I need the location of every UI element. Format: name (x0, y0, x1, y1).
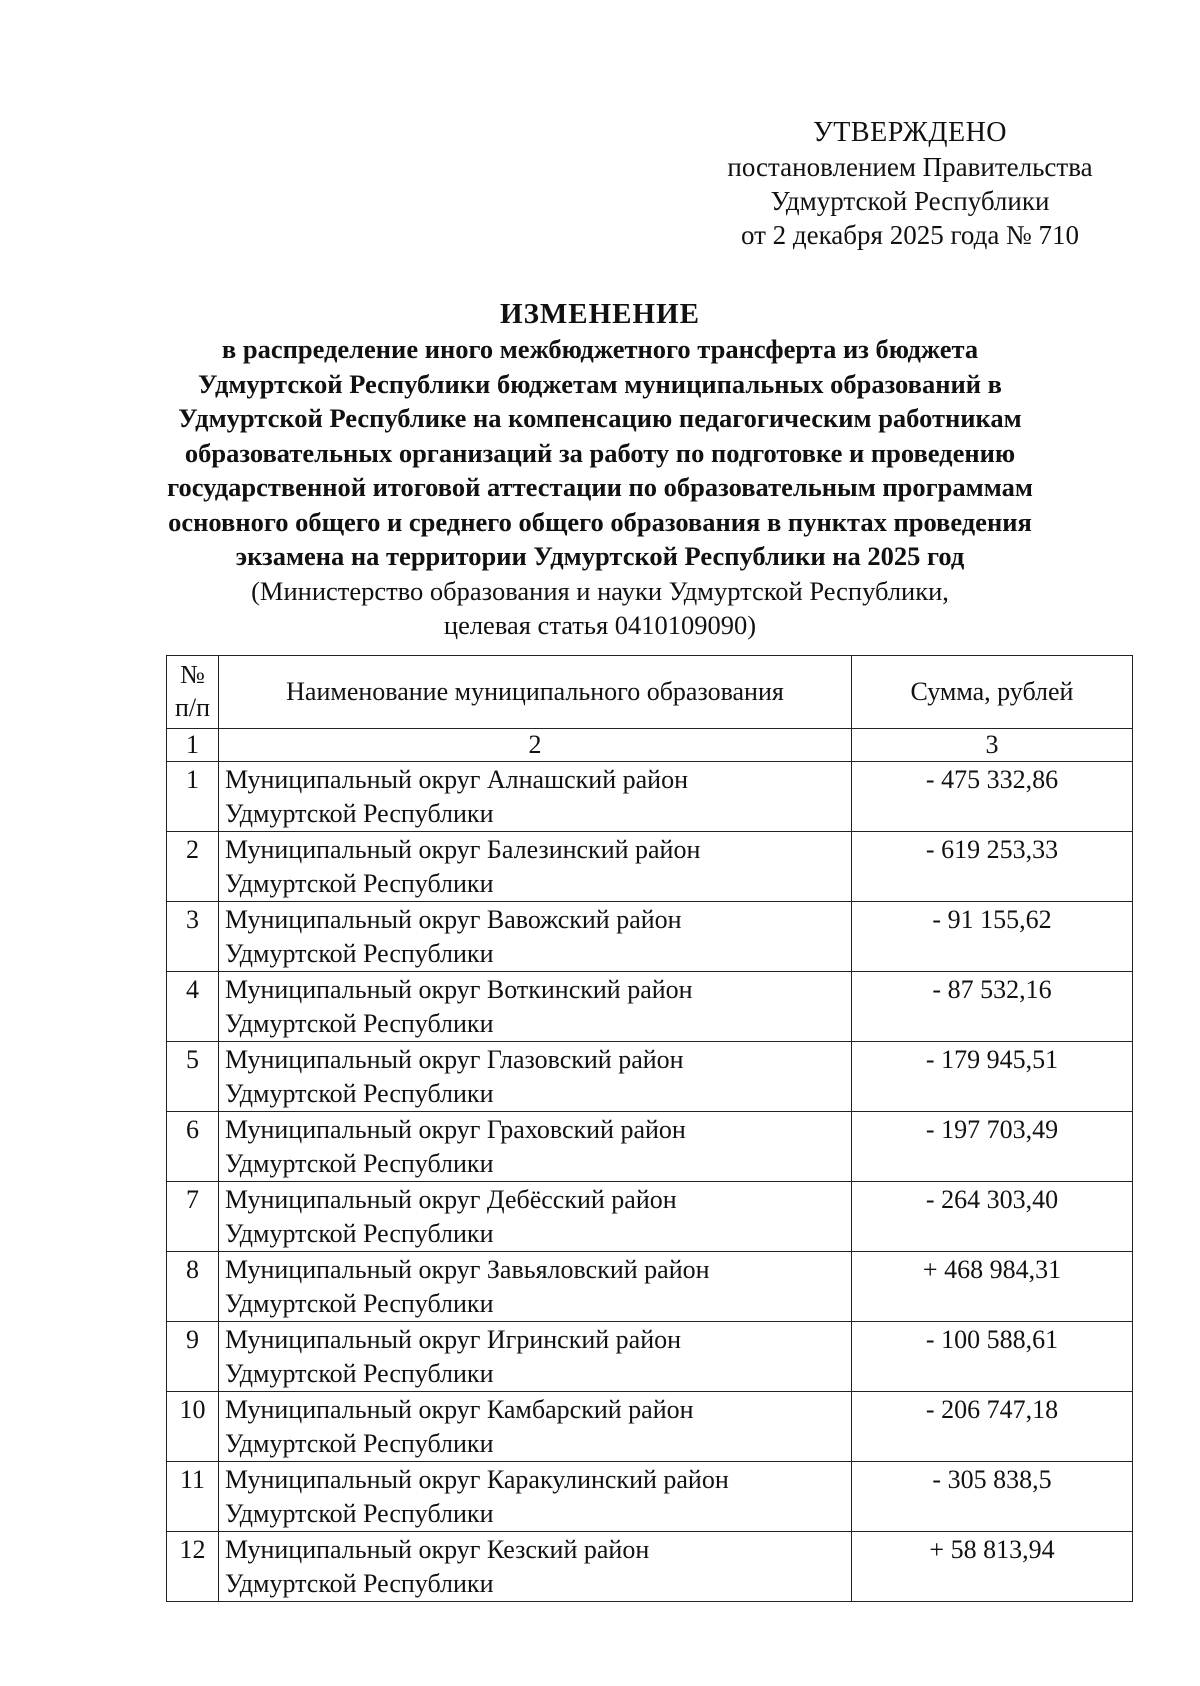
municipality-name-line: Удмуртской Республики (225, 869, 494, 898)
table-row (167, 1182, 1133, 1252)
table-row (167, 1462, 1133, 1532)
municipality-name (219, 1042, 852, 1112)
municipality-name-line: Удмуртской Республики (225, 1079, 494, 1108)
municipality-name-line: Муниципальный округ Алнашский район (225, 765, 688, 794)
amount-value: + 58 813,94 (852, 1532, 1133, 1602)
row-number: 4 (167, 972, 219, 1042)
amount-value: - 475 332,86 (852, 762, 1133, 832)
document-title: ИЗМЕНЕНИЕ (500, 298, 700, 330)
municipality-name (219, 1252, 852, 1322)
municipality-name (219, 1182, 852, 1252)
column-index: 3 (852, 729, 1133, 762)
table-row (167, 972, 1133, 1042)
municipality-name (219, 972, 852, 1042)
column-index: 2 (219, 729, 852, 762)
municipality-name (219, 1112, 852, 1182)
row-number: 9 (167, 1322, 219, 1392)
amount-value: - 619 253,33 (852, 832, 1133, 902)
document-title-block (150, 296, 1050, 642)
row-number: 6 (167, 1112, 219, 1182)
approval-line: Удмуртской Республики (770, 186, 1050, 216)
amount-value: - 87 532,16 (852, 972, 1133, 1042)
municipality-name (219, 1392, 852, 1462)
table-row (167, 902, 1133, 972)
amount-value: - 197 703,49 (852, 1112, 1133, 1182)
municipality-name-line: Муниципальный округ Завьяловский район (225, 1255, 710, 1284)
municipality-name-line: Удмуртской Республики (225, 799, 494, 828)
amount-value: - 206 747,18 (852, 1392, 1133, 1462)
municipality-name-line: Удмуртской Республики (225, 1569, 494, 1598)
subtitle-line: образовательных организаций за работу по подготовке и проведению (184, 437, 1016, 468)
header-number-abbr: п/п (174, 693, 211, 722)
municipality-name-line: Муниципальный округ Игринский район (225, 1325, 682, 1354)
row-number: 3 (167, 902, 219, 972)
municipality-name (219, 1322, 852, 1392)
municipality-name-line: Муниципальный округ Кезский район (225, 1535, 650, 1564)
municipality-name-line: Удмуртской Республики (225, 1499, 494, 1528)
municipality-name (219, 832, 852, 902)
subtitle-line: экзамена на территории Удмуртской Республики на 2025 год (235, 541, 965, 571)
municipality-name-line: Удмуртской Республики (225, 1429, 494, 1458)
row-number: 7 (167, 1182, 219, 1252)
municipality-name-line: Удмуртской Республики (225, 1219, 494, 1248)
row-number: 8 (167, 1252, 219, 1322)
table-row (167, 1042, 1133, 1112)
column-index-row (167, 729, 1133, 762)
subtitle-line: основного общего и среднего общего образования в пунктах проведения (168, 506, 1032, 537)
approval-stamp (680, 116, 1140, 252)
row-number: 11 (167, 1462, 219, 1532)
subtitle-line: Удмуртской Республике на компенсацию педагогическим работникам (178, 403, 1022, 433)
header-sum: Сумма, рублей (852, 656, 1133, 729)
municipality-name (219, 1532, 852, 1602)
distribution-table (166, 655, 1133, 1602)
note-line: целевая статья 0410109090) (443, 609, 757, 640)
approval-line: от 2 декабря 2025 года № 710 (740, 220, 1080, 250)
municipality-name (219, 1462, 852, 1532)
subtitle-line: государственной итоговой аттестации по образовательным программам (167, 472, 1033, 502)
row-number: 12 (167, 1532, 219, 1602)
header-number (167, 656, 219, 729)
table-row (167, 762, 1133, 832)
amount-value: + 468 984,31 (852, 1252, 1133, 1322)
municipality-name-line: Муниципальный округ Балезинский район (225, 835, 701, 864)
municipality-name (219, 762, 852, 832)
table-row (167, 1252, 1133, 1322)
row-number: 1 (167, 762, 219, 832)
municipality-name-line: Муниципальный округ Дебёсский район (225, 1185, 677, 1214)
table-header-row (167, 656, 1133, 729)
approval-heading: УТВЕРЖДЕНО (812, 117, 1008, 148)
header-number-symbol: № (180, 660, 205, 689)
amount-value: - 91 155,62 (852, 902, 1133, 972)
municipality-name-line: Удмуртской Республики (225, 939, 494, 968)
municipality-name-line: Муниципальный округ Камбарский район (225, 1395, 694, 1424)
row-number: 10 (167, 1392, 219, 1462)
subtitle-line: Удмуртской Республики бюджетам муниципальных образований в (198, 368, 1002, 399)
table-body (167, 762, 1133, 1602)
column-index: 1 (167, 729, 219, 762)
header-name: Наименование муниципального образования (219, 656, 852, 729)
municipality-name-line: Удмуртской Республики (225, 1359, 494, 1388)
municipality-name-line: Муниципальный округ Каракулинский район (225, 1465, 729, 1494)
amount-value: - 305 838,5 (852, 1462, 1133, 1532)
row-number: 5 (167, 1042, 219, 1112)
document-note (150, 574, 1050, 642)
approval-line: постановлением Правительства (727, 152, 1093, 182)
municipality-name-line: Удмуртской Республики (225, 1009, 494, 1038)
table-row (167, 1532, 1133, 1602)
municipality-name-line: Удмуртской Республики (225, 1289, 494, 1318)
municipality-name-line: Муниципальный округ Вавожский район (225, 905, 682, 934)
municipality-name (219, 902, 852, 972)
document-subtitle (150, 332, 1050, 574)
table-row (167, 1392, 1133, 1462)
amount-value: - 264 303,40 (852, 1182, 1133, 1252)
table-row (167, 1112, 1133, 1182)
amount-value: - 100 588,61 (852, 1322, 1133, 1392)
municipality-name-line: Удмуртской Республики (225, 1149, 494, 1178)
subtitle-line: в распределение иного межбюджетного трансферта из бюджета (221, 334, 979, 364)
municipality-name-line: Муниципальный округ Граховский район (225, 1115, 686, 1144)
municipality-name-line: Муниципальный округ Воткинский район (225, 975, 693, 1004)
row-number: 2 (167, 832, 219, 902)
table-row (167, 832, 1133, 902)
note-line: (Министерство образования и науки Удмуртской Республики, (251, 575, 949, 606)
amount-value: - 179 945,51 (852, 1042, 1133, 1112)
municipality-name-line: Муниципальный округ Глазовский район (225, 1045, 684, 1074)
table-row (167, 1322, 1133, 1392)
